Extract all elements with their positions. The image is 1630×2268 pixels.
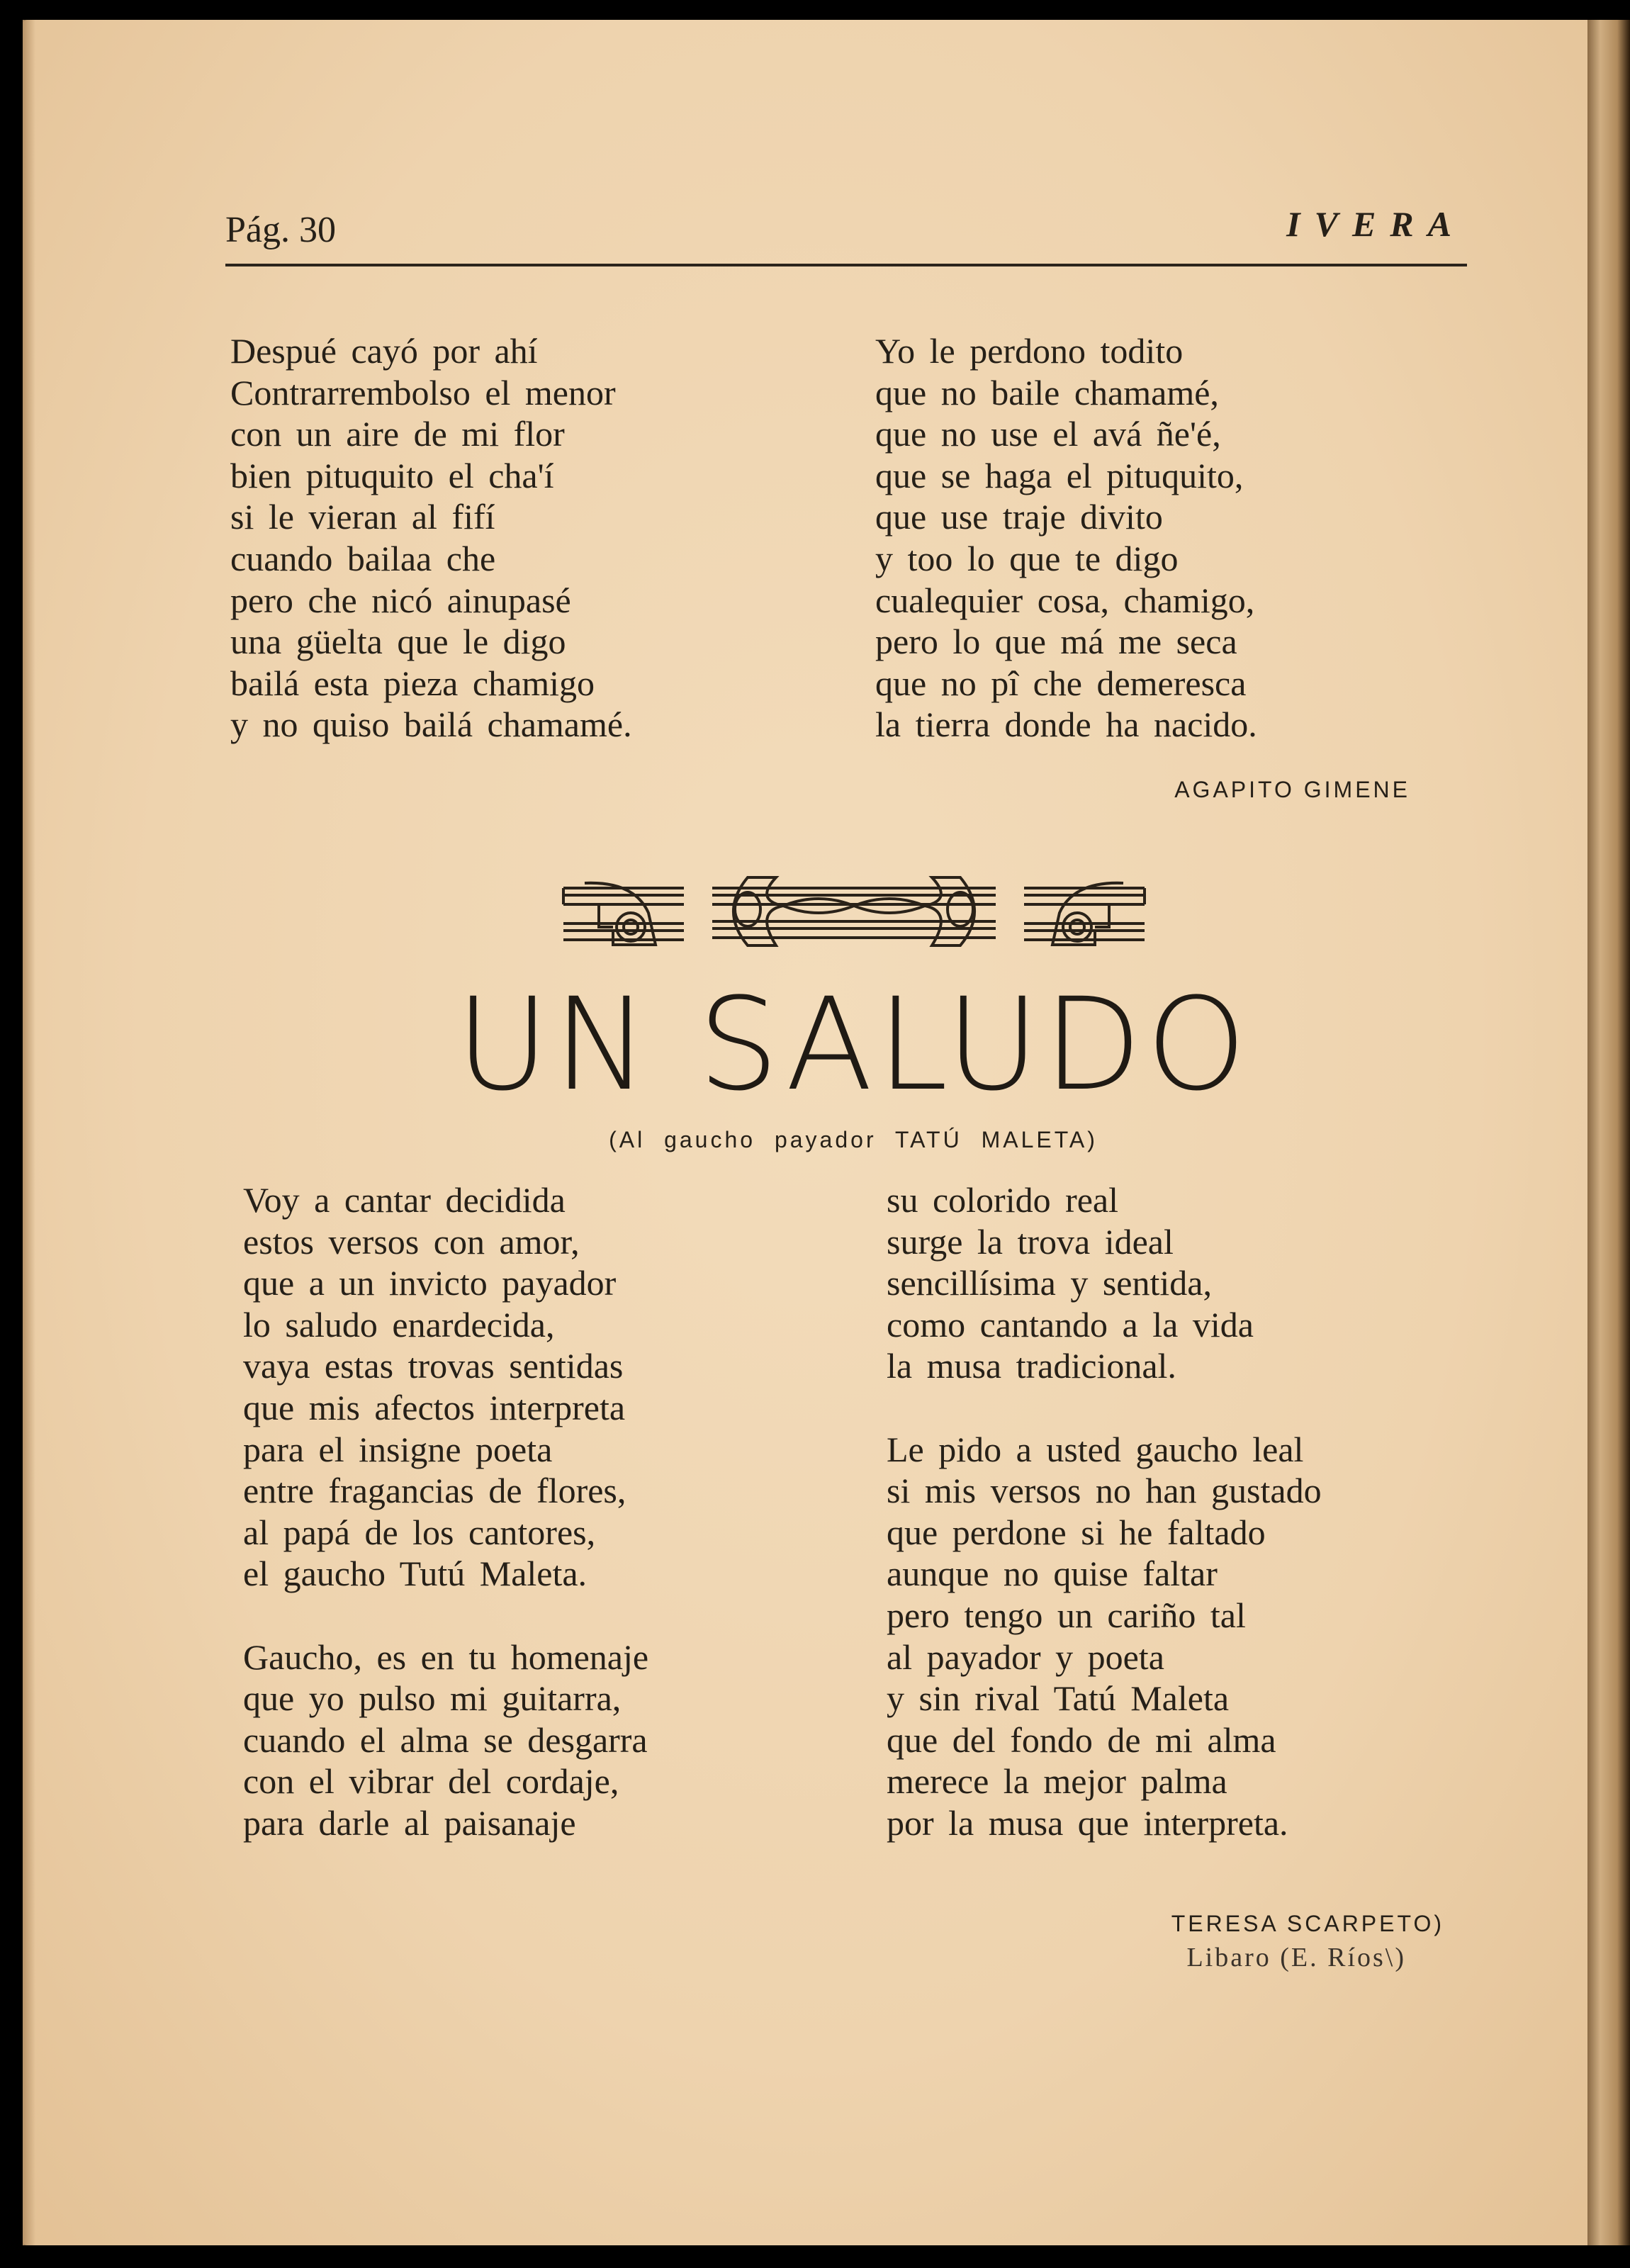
verse-line: que use traje divito [875,497,1163,537]
verse-line: si le vieran al fifí [230,497,495,537]
verse-line: Yo le perdono todito [875,331,1184,371]
verse-line: Le pido a usted gaucho leal [887,1429,1304,1469]
verse-line: con un aire de mi flor [230,414,565,454]
verse-line: estos versos con amor, [243,1221,580,1262]
verse-line: la musa tradicional. [887,1346,1176,1386]
verse-line: cuando el alma se desgarra [243,1719,648,1760]
verse-line: cuando bailaa che [230,538,496,578]
header-rule [225,264,1467,266]
verse-line: entre fragancias de flores, [243,1471,626,1511]
verse-line: que yo pulso mi guitarra, [243,1678,622,1719]
poem2-place: Libaro (E. Ríos\) [1186,1943,1406,1972]
verse-line: para el insigne poeta [243,1429,553,1469]
verse-line: por la musa que interpreta. [887,1802,1288,1843]
verse-line: pero lo que má me seca [875,622,1237,662]
verse-line: al payador y poeta [887,1637,1164,1677]
poem2-author: TERESA SCARPETO) [1171,1911,1444,1936]
verse-line: que a un invicto payador [243,1263,617,1303]
verse-line: pero che nicó ainupasé [230,580,571,620]
stanza-break [243,1595,648,1637]
verse-line: Voy a cantar decidida [243,1180,566,1220]
poem2-left-column [243,1179,648,1844]
verse-line: una güelta que le digo [230,622,566,662]
verse-line: que no baile chamamé, [875,372,1219,412]
verse-line: con el vibrar del cordaje, [243,1761,619,1802]
verse-line: Gaucho, es en tu homenaje [243,1637,649,1677]
verse-line: que no use el avá ñe'é, [875,414,1221,454]
verse-line: y too lo que te digo [875,538,1179,578]
verse-line: que perdone si he faltado [887,1512,1266,1552]
verse-line: y sin rival Tatú Maleta [887,1678,1230,1719]
poem2-right-column [887,1179,1322,1844]
verse-line: el gaucho Tutú Maleta. [243,1554,588,1594]
verse-line: bailá esta pieza chamigo [230,663,595,703]
poem1-right-column [875,330,1257,746]
verse-line: y no quiso bailá chamamé. [230,704,632,745]
poem1-left-column [230,330,632,746]
verse-line: si mis versos no han gustado [887,1471,1322,1511]
page-number: Pág. 30 [225,210,336,250]
verse-line: que mis afectos interpreta [243,1387,626,1427]
verse-line: merece la mejor palma [887,1761,1227,1802]
verse-line: bien pituquito el cha'í [230,455,554,495]
poem2-subtitle: (Al gaucho payador TATÚ MALETA) [609,1127,1098,1152]
verse-line: aunque no quise faltar [887,1554,1218,1594]
verse-line: Contrarrembolso el menor [230,372,616,412]
verse-line: al papá de los cantores, [243,1512,596,1552]
verse-line: cualequier cosa, chamigo, [875,580,1255,620]
verse-line: que no pî che demeresca [875,663,1247,703]
verse-line: pero tengo un cariño tal [887,1595,1246,1635]
verse-line: sencillísima y sentida, [887,1263,1212,1303]
decorative-ornament [556,870,1152,948]
verse-line: que del fondo de mi alma [887,1719,1276,1760]
verse-line: la tierra donde ha nacido. [875,704,1257,745]
verse-line: Despué cayó por ahí [230,331,538,371]
poem2-title: UN SALUDO [456,971,1251,1119]
verse-line: vaya estas trovas sentidas [243,1346,624,1386]
verse-line: que se haga el pituquito, [875,455,1244,495]
verse-line: su colorido real [887,1180,1119,1220]
verse-line: para darle al paisanaje [243,1802,576,1843]
stanza-break [887,1387,1322,1429]
poem1-author: AGAPITO GIMENE [1174,777,1410,802]
verse-line: surge la trova ideal [887,1221,1174,1262]
magazine-title: IVERA [1286,204,1466,244]
verse-line: como cantando a la vida [887,1304,1254,1344]
verse-line: lo saludo enardecida, [243,1304,555,1344]
